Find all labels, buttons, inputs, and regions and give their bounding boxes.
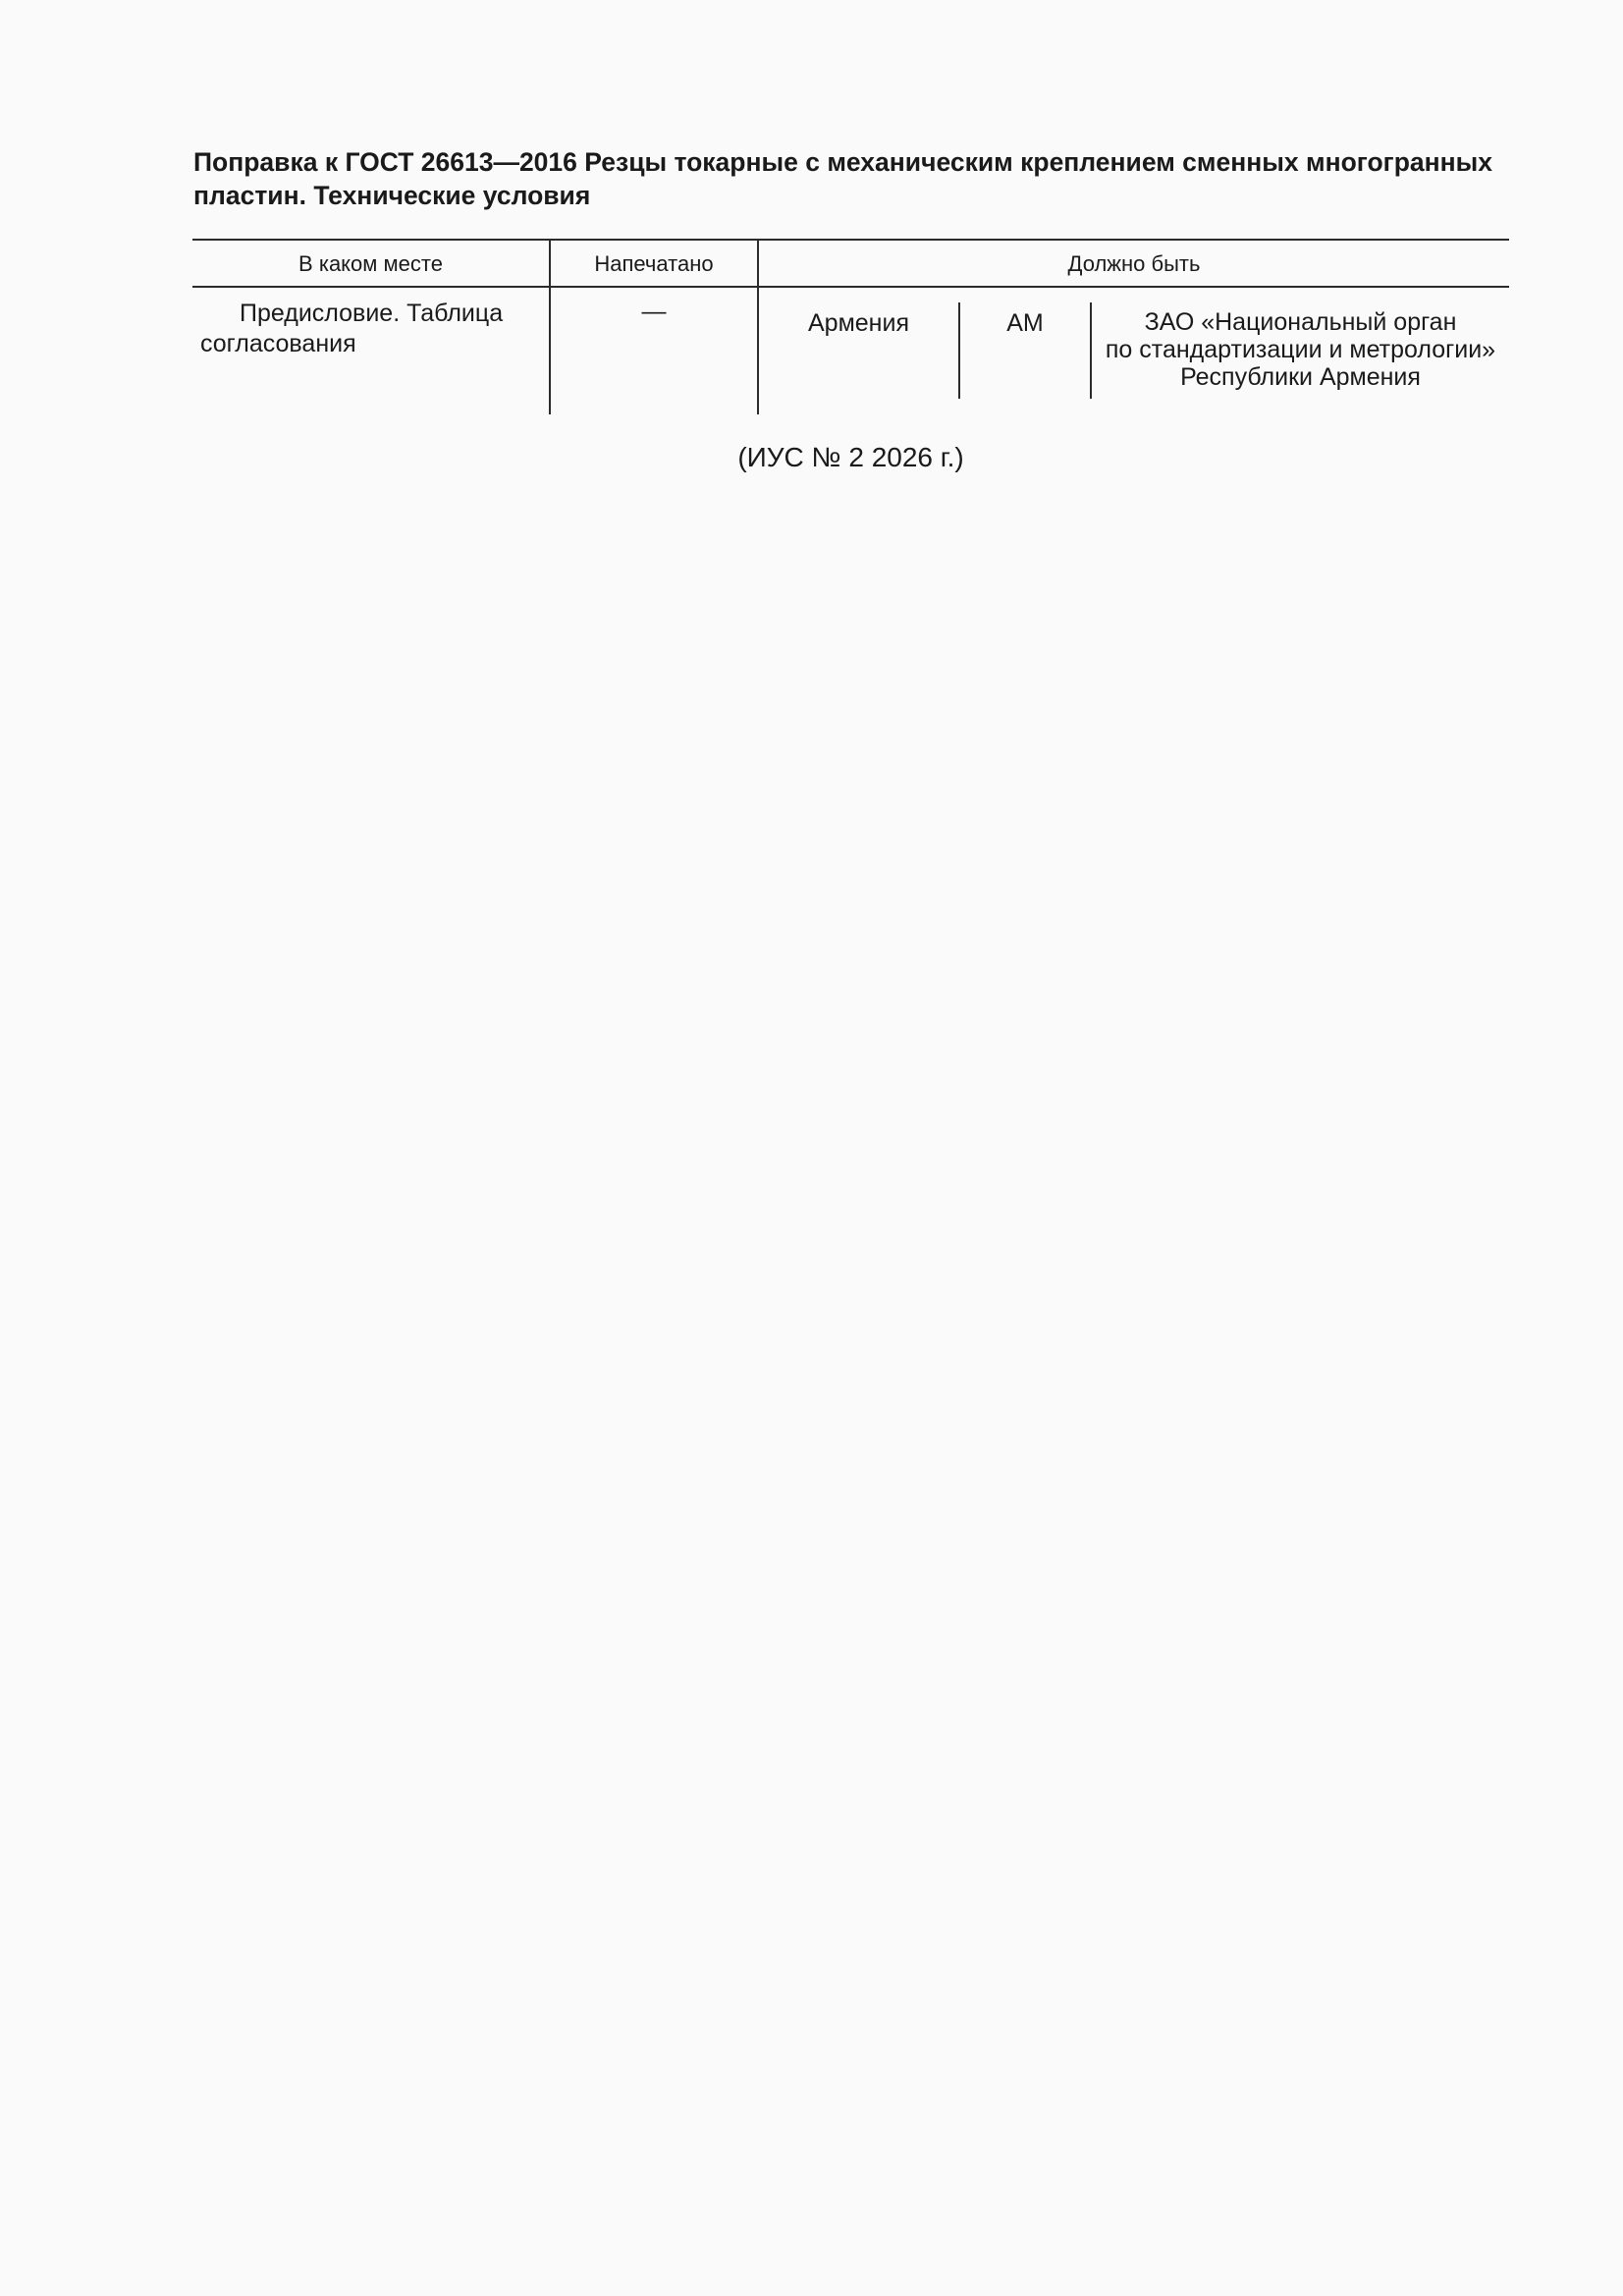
header-should-be: Должно быть	[1067, 251, 1201, 276]
cell-where	[200, 299, 544, 359]
cell-organization	[1092, 308, 1509, 391]
table-header-rule	[192, 286, 1509, 288]
org-line-1: ЗАО «Национальный орган	[1144, 308, 1457, 336]
issue-reference: (ИУС № 2 2026 г.)	[737, 442, 964, 472]
header-where: В каком месте	[298, 251, 443, 276]
table-top-rule	[192, 239, 1509, 241]
document-title: Поправка к ГОСТ 26613—2016 Резцы токарные с механическим креплением сменных многогранных пластин. Технические условия	[193, 147, 1493, 210]
cell-country: Армения	[808, 309, 909, 337]
cell-country-code: AM	[1006, 309, 1044, 337]
cell-where-line2: согласования	[200, 330, 356, 357]
org-line-3: Республики Армения	[1180, 363, 1421, 391]
cell-where-line1: Предисловие. Таблица	[240, 300, 504, 327]
cell-printed: —	[641, 298, 667, 325]
header-printed: Напечатано	[594, 251, 714, 276]
org-line-2: по стандартизации и метрологии»	[1105, 336, 1496, 363]
